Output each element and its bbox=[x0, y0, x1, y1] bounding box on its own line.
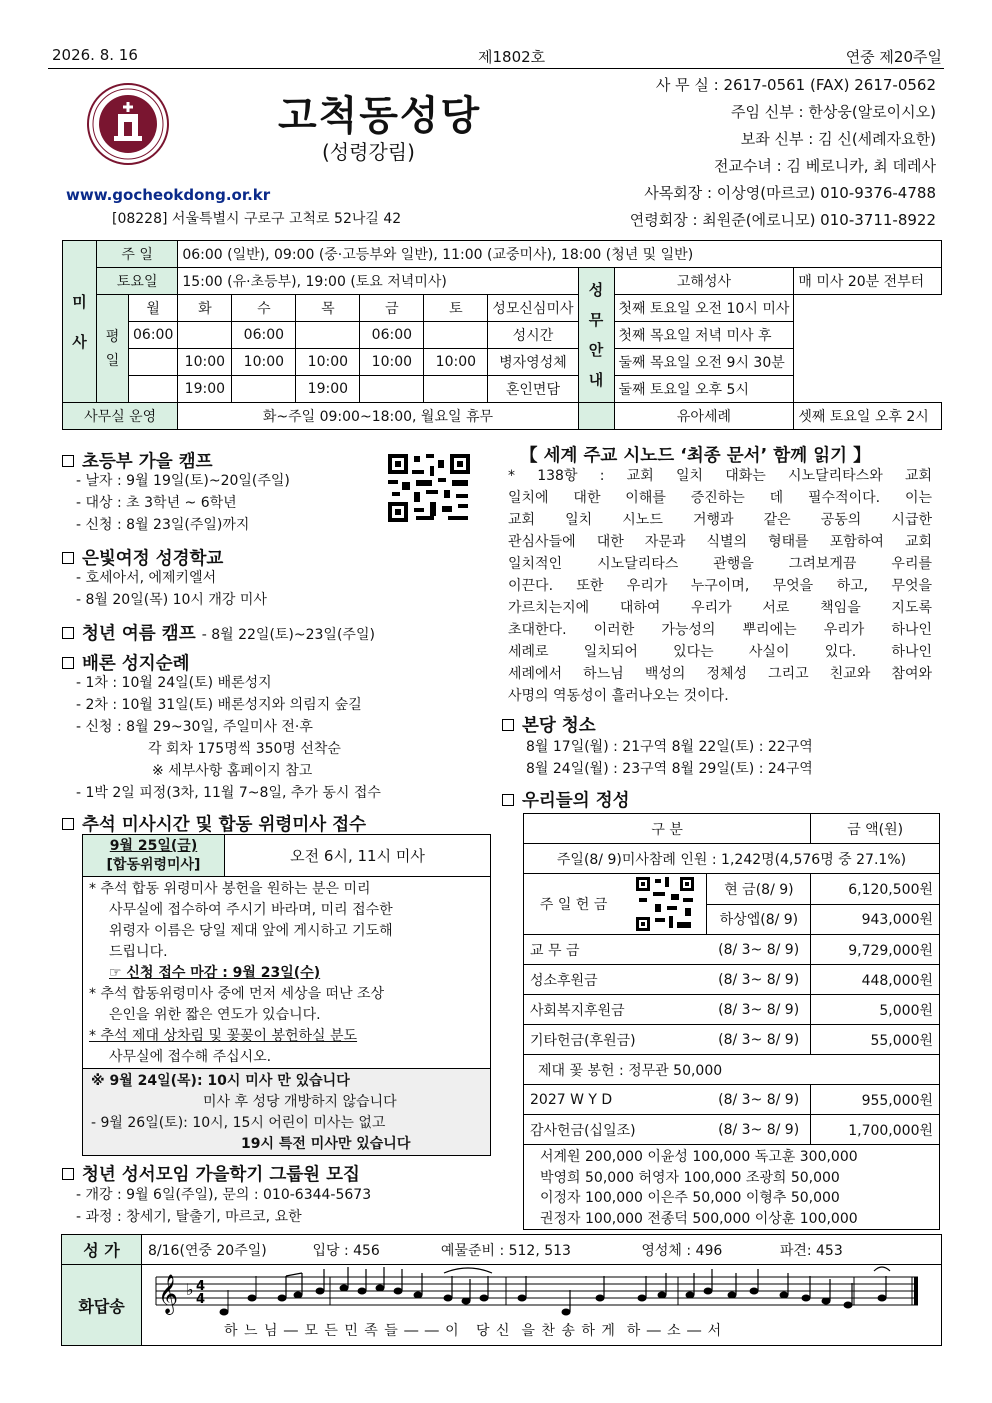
offering-row-amount: 5,000원 bbox=[811, 995, 940, 1025]
bible-group-details bbox=[76, 1184, 371, 1228]
office-hours-label: 사무실 운영 bbox=[63, 403, 178, 430]
offering-row-period: (8/ 3~ 8/ 9) bbox=[707, 965, 811, 995]
contact-council: 사목회장 : 이상영(마르코) 010-9376-4788 bbox=[644, 184, 936, 202]
offering-head-category: 구 분 bbox=[524, 814, 811, 844]
box-label: 하상엡(8/ 9) bbox=[707, 904, 811, 935]
offering-row-amount: 9,729,000원 bbox=[811, 935, 940, 965]
mass-cell bbox=[129, 349, 178, 376]
day-sat: 토 bbox=[424, 295, 488, 322]
offering-table bbox=[523, 813, 940, 1230]
day-wed: 수 bbox=[232, 295, 296, 322]
contact-funeral: 연령회장 : 최원준(에로니모) 010-3711-8922 bbox=[629, 211, 936, 229]
mass-cell: 06:00 bbox=[129, 322, 178, 349]
service-value: 첫째 목요일 저녁 미사 후 bbox=[614, 322, 794, 349]
list-item: - 날자 : 9월 19일(토)~20일(주일) bbox=[76, 473, 290, 489]
bible-school-title: 은빛여정 성경학교 bbox=[82, 549, 224, 569]
pilgrimage-title: 배론 성지순례 bbox=[82, 654, 190, 674]
list-item: 8월 17일(월) : 21구역 8월 22일(토) : 22구역 bbox=[526, 739, 813, 755]
note-line: * 추석 합동 위령미사 봉헌을 원하는 분은 미리 bbox=[89, 881, 371, 897]
list-item: - 신청 : 8월 29~30일, 주일미사 전·후 bbox=[76, 719, 313, 735]
services-side-blank bbox=[578, 403, 614, 430]
extra-line: 19시 특전 미사만 있습니다 bbox=[241, 1136, 411, 1152]
hymn-communion: 영성체 : 496 bbox=[641, 1242, 723, 1259]
mass-cell bbox=[424, 322, 488, 349]
mass-schedule-table bbox=[62, 240, 942, 430]
website-link[interactable]: www.gocheokdong.or.kr bbox=[66, 186, 271, 204]
offering-heading bbox=[502, 787, 630, 812]
church-name: 고척동성당 bbox=[278, 93, 482, 139]
day-fri: 금 bbox=[360, 295, 424, 322]
offering-row-name: 2027 W Y D bbox=[524, 1085, 707, 1115]
synod-line: 일치적인 시노달리타스 관행을 그려보게끔 우리를 bbox=[508, 556, 932, 572]
mass-cell: 10:00 bbox=[178, 349, 232, 376]
box-amount: 943,000원 bbox=[811, 904, 940, 935]
offering-row-period: (8/ 3~ 8/ 9) bbox=[707, 1115, 811, 1145]
synod-line: 초대한다. 이러한 가능성의 뿌리에는 우리가 하나인 bbox=[508, 622, 932, 638]
svc-side-2: 무 bbox=[588, 311, 604, 329]
mass-cell: 19:00 bbox=[296, 376, 360, 403]
svc-side-4: 내 bbox=[588, 371, 604, 389]
svg-text:4: 4 bbox=[196, 1279, 206, 1294]
mass-cell: 19:00 bbox=[178, 376, 232, 403]
mass-cell bbox=[424, 376, 488, 403]
bible-group-title: 청년 성서모임 가을학기 그룹원 모집 bbox=[82, 1165, 360, 1185]
list-item: - 8월 20일(목) 10시 개강 미사 bbox=[76, 592, 267, 608]
youth-camp-date: - 8월 22일(토)~23일(주일) bbox=[201, 627, 375, 643]
hymn-label: 성 가 bbox=[62, 1235, 142, 1265]
issue-number: 제1802호 bbox=[478, 48, 546, 66]
feast-name: (성령강림) bbox=[322, 140, 415, 164]
chuseok-notes bbox=[89, 879, 393, 1068]
day-tue: 화 bbox=[178, 295, 232, 322]
note-line: * 추석 합동위령미사 중에 먼저 세상을 떠난 조상 bbox=[89, 986, 385, 1002]
hymn-date: 8/16(연중 20주일) bbox=[148, 1242, 267, 1259]
offering-row-name: 성소후원금 bbox=[524, 965, 707, 995]
weekday-label-2: 일 bbox=[105, 352, 120, 369]
note-line: 위령자 이름은 당일 제대 앞에 게시하고 기도해 bbox=[109, 923, 393, 939]
list-item: - 개강 : 9월 6일(주일), 문의 : 010-6344-5673 bbox=[76, 1187, 372, 1203]
service-value: 둘째 토요일 오후 5시 bbox=[614, 376, 794, 403]
bible-school-details bbox=[76, 567, 267, 611]
list-item: 각 회차 175명씩 350명 선착순 bbox=[148, 741, 341, 757]
list-item: - 대상 : 초 3학년 ~ 6학년 bbox=[76, 495, 237, 511]
checkbox-icon bbox=[62, 818, 74, 830]
note-line: 사무실에 접수하여 주시기 바라며, 미리 접수한 bbox=[109, 902, 393, 918]
offering-row-name: 감사헌금(십일조) bbox=[524, 1115, 707, 1145]
offering-row-period: (8/ 3~ 8/ 9) bbox=[707, 935, 811, 965]
offering-head-amount: 금 액(원) bbox=[811, 814, 940, 844]
list-item: 8월 24일(월) : 23구역 8월 29일(토) : 24구역 bbox=[526, 761, 813, 777]
service-name: 성모신심미사 bbox=[488, 295, 578, 322]
contact-office: 사 무 실 : 2617-0561 (FAX) 2617-0562 bbox=[655, 76, 936, 94]
cleaning-title: 본당 청소 bbox=[522, 716, 596, 736]
offering-qr-cell bbox=[623, 874, 707, 935]
service-name: 고해성사 bbox=[614, 268, 794, 295]
weekday-label bbox=[97, 295, 129, 403]
checkbox-icon bbox=[502, 719, 514, 731]
extra-line: - 9월 26일(토): 10시, 15시 어린이 미사는 없고 bbox=[91, 1115, 386, 1131]
note-line: 드립니다. bbox=[109, 944, 168, 960]
youth-camp-heading bbox=[62, 620, 375, 645]
mass-cell: 10:00 bbox=[360, 349, 424, 376]
synod-line: 교회 일치 시노드 거행과 같은 공동의 시급한 bbox=[508, 512, 932, 528]
offering-row-period: (8/ 3~ 8/ 9) bbox=[707, 1025, 811, 1055]
list-item: - 1차 : 10월 24일(토) 배론성지 bbox=[76, 675, 272, 691]
psalm-lyrics: 하 느 님 ― 모 든 민 족 들 ― ― 이 당 신 을 찬 송 하 게 하 ― 소 ― 서 bbox=[224, 1323, 723, 1339]
service-name: 유아세례 bbox=[614, 403, 794, 430]
chuseok-date-cell bbox=[83, 835, 225, 877]
offering-row-amount: 955,000원 bbox=[811, 1085, 940, 1115]
sunday-offering-label: 주 일 헌 금 bbox=[524, 874, 624, 935]
offering-row-period: (8/ 3~ 8/ 9) bbox=[707, 1085, 811, 1115]
chuseok-date: 9월 25일(금) bbox=[109, 838, 198, 854]
synod-heading: 【 세계 주교 시노드 ‘최종 문서’ 함께 읽기 】 bbox=[520, 446, 871, 466]
chuseok-heading bbox=[62, 811, 366, 836]
psalm-label: 화답송 bbox=[62, 1265, 142, 1346]
service-value: 셋째 토요일 오후 2시 bbox=[794, 403, 942, 430]
offering-row-name: 교 무 금 bbox=[524, 935, 707, 965]
synod-line: 사명의 역동성이 흘러나오는 것이다. bbox=[508, 688, 729, 704]
synod-line: 이끈다. 또한 우리가 누구이며, 무엇을 하고, 무엇을 bbox=[508, 578, 932, 594]
cash-amount: 6,120,500원 bbox=[811, 874, 940, 905]
note-line: * 추석 제대 상차림 및 꽃꽂이 봉헌하실 분도 bbox=[89, 1028, 358, 1044]
chuseok-title: 추석 미사시간 및 합동 위령미사 접수 bbox=[82, 815, 367, 835]
offering-row-period: (8/ 3~ 8/ 9) bbox=[707, 995, 811, 1025]
list-item: ※ 세부사항 홈페이지 참고 bbox=[152, 763, 313, 779]
checkbox-icon bbox=[62, 455, 74, 467]
chuseok-type: [합동위령미사] bbox=[106, 857, 201, 873]
svg-text:𝄞: 𝄞 bbox=[158, 1274, 179, 1314]
chuseok-box bbox=[82, 834, 491, 1156]
synod-line: 일치에 대한 이해를 증진하는 데 필수적이다. 이는 bbox=[508, 490, 932, 506]
list-item: - 호세아서, 에제키엘서 bbox=[76, 570, 217, 586]
church-logo bbox=[86, 82, 170, 166]
header-rule bbox=[48, 68, 944, 69]
service-name: 성시간 bbox=[488, 322, 578, 349]
services-side-label bbox=[578, 268, 614, 403]
svg-text:4: 4 bbox=[196, 1292, 206, 1307]
offering-row-amount: 448,000원 bbox=[811, 965, 940, 995]
checkbox-icon bbox=[62, 627, 74, 639]
synod-line: 세례에서 하느님 백성의 정체성 그리고 친교와 참여와 bbox=[508, 666, 932, 682]
qr-code-icon[interactable] bbox=[386, 452, 472, 524]
synod-line: 세례로 일치되어 있다는 사실이 있다. 하나인 bbox=[508, 644, 932, 660]
mass-cell: 10:00 bbox=[296, 349, 360, 376]
extra-line: ※ 9월 24일(목): 10시 미사 만 있습니다 bbox=[91, 1073, 350, 1089]
offering-row-name: 기타헌금(후원금) bbox=[524, 1025, 707, 1055]
synod-line: 가르치는지에 대하여 우리가 서로 책임을 지도록 bbox=[508, 600, 932, 616]
office-hours: 화~주일 09:00~18:00, 월요일 휴무 bbox=[178, 403, 578, 430]
offering-row-name: 사회복지후원금 bbox=[524, 995, 707, 1025]
synod-line: 관심사들에 대한 자문과 식별의 형태를 포함하여 교회 bbox=[508, 534, 932, 550]
offering-row-amount: 55,000원 bbox=[811, 1025, 940, 1055]
synod-line: * 138항 : 교회 일치 대화는 시노달리타스와 교회 bbox=[508, 468, 932, 484]
mass-cell bbox=[296, 322, 360, 349]
cleaning-details bbox=[526, 736, 813, 780]
service-value: 매 미사 20분 전부터 bbox=[794, 268, 942, 295]
day-mon: 월 bbox=[129, 295, 178, 322]
day-thu: 목 bbox=[296, 295, 360, 322]
contacts bbox=[630, 72, 936, 234]
hymn-entrance: 입당 : 456 bbox=[312, 1242, 380, 1259]
extra-line: 미사 후 성당 개방하지 않습니다 bbox=[203, 1094, 397, 1110]
mass-cell bbox=[178, 322, 232, 349]
cash-label: 현 금(8/ 9) bbox=[707, 874, 811, 905]
chuseok-times: 오전 6시, 11시 미사 bbox=[225, 835, 490, 877]
address bbox=[112, 208, 401, 228]
bible-group-heading bbox=[62, 1161, 360, 1186]
camp-title: 초등부 가을 캠프 bbox=[82, 452, 213, 472]
contact-assistant: 보좌 신부 : 김 신(세례자요한) bbox=[740, 130, 936, 148]
mass-cell bbox=[129, 376, 178, 403]
issue-date: 2026. 8. 16 bbox=[52, 46, 138, 64]
list-item: - 신청 : 8월 23일(주일)까지 bbox=[76, 517, 250, 533]
mass-cell: 10:00 bbox=[424, 349, 488, 376]
note-line: 은인을 위한 짧은 연도가 있습니다. bbox=[109, 1007, 321, 1023]
mass-cell bbox=[232, 376, 296, 403]
checkbox-icon bbox=[62, 1168, 74, 1180]
hymn-table bbox=[61, 1234, 942, 1346]
contact-sisters: 전교수녀 : 김 베로니카, 최 데레사 bbox=[713, 157, 936, 175]
checkbox-icon bbox=[62, 552, 74, 564]
flower-offering: 제대 꽃 봉헌 : 정무관 50,000 bbox=[524, 1055, 940, 1085]
postcode: [08228] bbox=[112, 211, 168, 227]
hymn-offertory: 예물준비 : 512, 513 bbox=[440, 1242, 571, 1259]
service-value: 첫째 토요일 오전 10시 미사 bbox=[614, 295, 794, 322]
svg-text:♭: ♭ bbox=[186, 1280, 194, 1299]
list-item: - 과정 : 창세기, 탈출기, 마르코, 요한 bbox=[76, 1209, 302, 1225]
hymn-dismissal: 파견: 453 bbox=[779, 1242, 843, 1259]
attendance: 주일(8/ 9)미사참례 인원 : 1,242명(4,576명 중 27.1%) bbox=[524, 844, 940, 874]
mass-side-2: 사 bbox=[72, 332, 87, 351]
camp-details bbox=[76, 470, 290, 536]
synod-text bbox=[508, 465, 932, 707]
mass-cell: 06:00 bbox=[232, 322, 296, 349]
offering-row-amount: 1,700,000원 bbox=[811, 1115, 940, 1145]
mass-cell: 10:00 bbox=[232, 349, 296, 376]
svc-side-3: 안 bbox=[588, 341, 604, 359]
svc-side-1: 성 bbox=[588, 281, 604, 299]
donor-line: 서계원 200,000 이윤성 100,000 독고훈 300,000 bbox=[540, 1149, 858, 1165]
mass-side-1: 미 bbox=[72, 292, 87, 311]
qr-code-icon[interactable] bbox=[635, 876, 695, 932]
youth-camp-title: 청년 여름 캠프 bbox=[82, 624, 196, 644]
checkbox-icon bbox=[502, 794, 514, 806]
offering-title: 우리들의 정성 bbox=[522, 791, 630, 811]
sunday-times: 06:00 (일반), 09:00 (중·고등부와 일반), 11:00 (교중미사), 18:00 (청년 및 일반) bbox=[178, 241, 942, 268]
list-item: - 1박 2일 피정(3차, 11월 7~8일, 추가 동시 접수 bbox=[76, 785, 381, 801]
service-value: 둘째 목요일 오전 9시 30분 bbox=[614, 349, 794, 376]
street-address: 서울특별시 구로구 고척로 52나길 42 bbox=[171, 211, 402, 227]
mass-cell bbox=[360, 376, 424, 403]
donor-line: 박영희 50,000 허영자 100,000 조광희 50,000 bbox=[540, 1169, 840, 1186]
cleaning-heading bbox=[502, 712, 596, 737]
donor-line: 이정자 100,000 이은주 50,000 이형추 50,000 bbox=[540, 1190, 840, 1206]
weekday-label-1: 평 bbox=[105, 328, 120, 345]
mass-side-label bbox=[63, 241, 97, 403]
saturday-times: 15:00 (유·초등부), 19:00 (토요 저녁미사) bbox=[178, 268, 578, 295]
service-name: 병자영성체 bbox=[488, 349, 578, 376]
deadline-line: ☞ 신청 접수 마감 : 9월 23일(수) bbox=[109, 965, 321, 981]
saturday-label: 토요일 bbox=[97, 268, 178, 295]
note-line: 사무실에 접수해 주십시오. bbox=[109, 1049, 272, 1065]
chuseok-extra bbox=[83, 1068, 490, 1155]
donor-line: 권정자 100,000 전종덕 500,000 이상훈 100,000 bbox=[540, 1210, 858, 1227]
contact-pastor: 주임 신부 : 한상웅(알로이시오) bbox=[731, 103, 936, 121]
service-name: 혼인면담 bbox=[488, 376, 578, 403]
donors-list bbox=[524, 1145, 940, 1230]
pilgrimage-details bbox=[76, 672, 381, 804]
list-item: - 2차 : 10월 31일(토) 배론성지와 의림지 숲길 bbox=[76, 697, 362, 713]
liturgical-week: 연중 제20주일 bbox=[845, 48, 942, 66]
mass-cell: 06:00 bbox=[360, 322, 424, 349]
sunday-label: 주 일 bbox=[97, 241, 178, 268]
hymn-numbers bbox=[142, 1235, 942, 1265]
checkbox-icon bbox=[62, 657, 74, 669]
psalm-score bbox=[142, 1265, 942, 1346]
